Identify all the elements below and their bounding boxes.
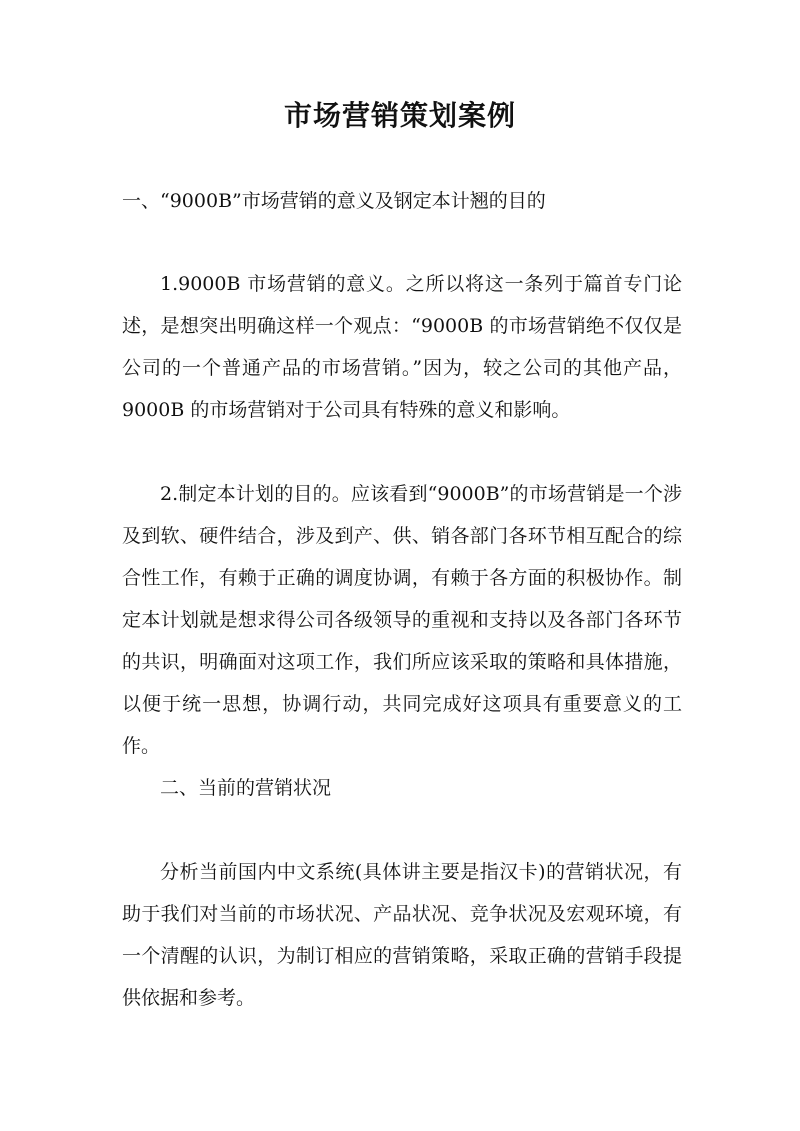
section-heading-1: 一、“9000B”市场营销的意义及钢定本计翘的目的 [122, 190, 546, 212]
paragraph-3: 分析当前国内中文系统(具体讲主要是指汉卡)的营销状况，有助于我们对当前的市场状况、产品状况、竞争状况及宏观环境，有一个清醒的认识，为制订相应的营销策略，采取正确的营销手段提供依据和参考。 [122, 861, 682, 1009]
section-heading-2: 二、当前的营销状况 [160, 777, 332, 799]
paragraph-2: 2.制定本计划的目的。应该看到“9000B”的市场营销是一个涉及到软、硬件结合，涉及到产、供、销各部门各环节相互配合的综合性工作，有赖于正确的调度协调，有赖于各方面的积极协作。制定本计划就是想求得公司各级领导的重视和支持以及各部门各环节的共识，明确面对这项工作，我们所应该采取的策略和具体措施，以便于统一思想，协调行动，共同完成好这项具有重要意义的工作。 [122, 483, 682, 757]
document-title: 市场营销策划案例 [283, 99, 516, 132]
paragraph-1: 1.9000B 市场营销的意义。之所以将这一条列于篇首专门论述，是想突出明确这样一个观点：“9000B 的市场营销绝不仅仅是公司的一个普通产品的市场营销。”因为，较之公司的其他产品，9000B 的市场营销对于公司具有特殊的意义和影响。 [122, 273, 682, 421]
